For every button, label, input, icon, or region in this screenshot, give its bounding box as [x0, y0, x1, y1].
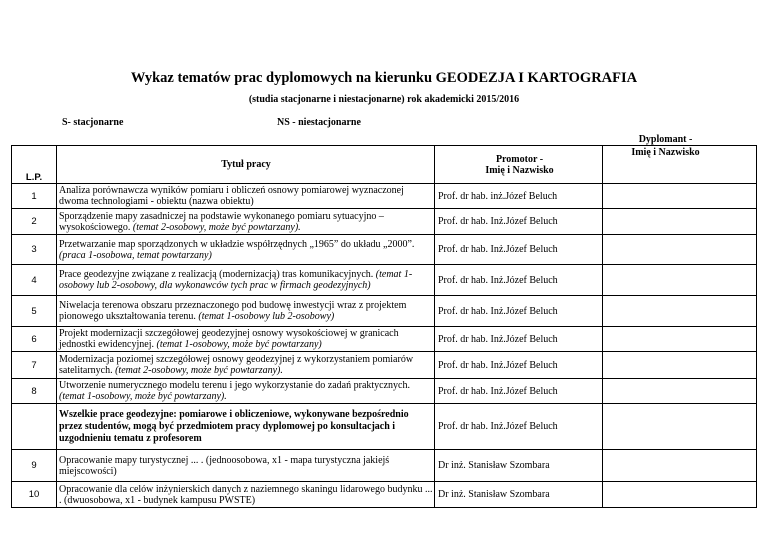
row-topic-text: Niwelacja terenowa obszaru przeznaczonego pod budowę inwestycji wraz z projektem pionowego ukształtowania terenu. — [59, 300, 407, 322]
row-topic-text: Utworzenie numerycznego modelu terenu i jego wykorzystanie do zadań praktycznych. — [59, 380, 410, 391]
document-subtitle: (studia stacjonarne i niestacjonarne) rok akademicki 2015/2016 — [248, 94, 520, 105]
row-topic-note: (temat 1-osobowy lub 2-osobowy) — [198, 311, 335, 322]
row-topic-note: (temat 1-osobowy, może być powtarzany). — [59, 391, 227, 402]
row-topic — [57, 404, 435, 450]
row-topic — [57, 209, 435, 235]
row-topic-note: (temat 1-osobowy lub 2-osobowy, dla wykonawców tych prac w firmach geodezyjnych) — [59, 269, 413, 291]
row-diplomant — [603, 209, 757, 235]
row-lp: 7 — [12, 352, 57, 379]
row-topic — [57, 352, 435, 379]
row-diplomant — [603, 482, 757, 508]
row-diplomant — [603, 352, 757, 379]
table-row — [12, 209, 757, 235]
row-topic-note: (temat 2-osobowy, może być powtarzany). — [132, 221, 301, 233]
header-promotor-line1: Promotor - — [495, 153, 544, 165]
row-topic-text: Analiza porównawcza wyników pomiaru i obliczeń osnowy pomiarowej wyznaczonej dwoma technologiami - obiektu (nazwa obiektu) — [59, 185, 404, 207]
row-topic — [57, 327, 435, 352]
table-row — [12, 482, 757, 508]
row-lp: 9 — [12, 450, 57, 482]
row-diplomant — [603, 450, 757, 482]
table-row — [12, 184, 757, 209]
row-topic — [57, 235, 435, 265]
row-topic-text: Wszelkie prace geodezyjne: pomiarowe i obliczeniowe, wykonywane bezpośrednio przez studentów, mogą być przedmiotem pracy dyplomowej po konsultacjach i uzgodnieniu tematu z profesorem — [59, 408, 409, 444]
row-promotor: Prof. dr hab. Inż.Józef Beluch — [435, 379, 603, 404]
row-topic — [57, 296, 435, 327]
legend-non-stationary: NS - niestacjonarne — [277, 117, 361, 128]
row-promotor: Prof. dr hab. Inż.Józef Beluch — [435, 265, 603, 296]
row-promotor: Dr inż. Stanisław Szombara — [435, 482, 603, 508]
header-lp: L.P. — [12, 146, 57, 184]
row-lp: 2 — [12, 209, 57, 235]
diplomant-header-line1: Dyplomant - — [638, 134, 693, 145]
row-topic-text: Sporządzenie mapy zasadniczej na podstawie wykonanego pomiaru sytuacyjno – wysokościowego. — [59, 210, 384, 233]
row-topic-text: Przetwarzanie map sporządzonych w układzie współrzędnych „1965” do układu „2000”. — [59, 238, 415, 250]
row-promotor: Prof. dr hab. Inż.Józef Beluch — [435, 352, 603, 379]
row-topic — [57, 184, 435, 209]
row-lp — [12, 404, 57, 450]
row-lp: 8 — [12, 379, 57, 404]
row-lp: 10 — [12, 482, 57, 508]
row-promotor: Prof. dr hab. Inż.Józef Beluch — [435, 404, 603, 450]
header-promotor — [435, 146, 603, 184]
table-row — [12, 352, 757, 379]
row-topic — [57, 265, 435, 296]
row-topic-note: (praca 1-osobowa, temat powtarzany) — [59, 249, 212, 261]
diplomant-header-line2: Imię i Nazwisko — [631, 147, 700, 158]
row-diplomant — [603, 379, 757, 404]
table-row — [12, 296, 757, 327]
row-promotor: Prof. dr hab. Inż.Józef Beluch — [435, 296, 603, 327]
row-topic-text: Projekt modernizacji szczegółowej geodezyjnej osnowy wysokościowej w granicach jednostki ewidencyjnej. — [59, 328, 399, 350]
row-topic — [57, 379, 435, 404]
row-topic — [57, 482, 435, 508]
row-topic — [57, 450, 435, 482]
row-lp: 5 — [12, 296, 57, 327]
diplomant-header-label — [590, 133, 741, 159]
row-lp: 3 — [12, 235, 57, 265]
row-diplomant — [603, 265, 757, 296]
table-row — [12, 235, 757, 265]
row-lp: 4 — [12, 265, 57, 296]
row-promotor: Prof. dr hab. Inż.Józef Beluch — [435, 327, 603, 352]
topics-table — [11, 145, 757, 508]
row-diplomant — [603, 296, 757, 327]
row-diplomant — [603, 235, 757, 265]
row-promotor: Prof. dr hab. inż.Józef Beluch — [435, 184, 603, 209]
header-promotor-line2: Imię i Nazwisko — [485, 164, 554, 176]
table-row — [12, 379, 757, 404]
row-promotor: Prof. dr hab. Inż.Józef Beluch — [435, 235, 603, 265]
legend-stationary: S- stacjonarne — [62, 117, 124, 128]
row-topic-text: Opracowanie dla celów inżynierskich danych z naziemnego skaningu lidarowego budynku ... . (dwuosobowa, x1 - budynek kampusu PWSTE) — [59, 483, 433, 506]
table-row — [12, 404, 757, 450]
document-title: Wykaz tematów prac dyplomowych na kierunku GEODEZJA I KARTOGRAFIA — [130, 70, 638, 86]
row-topic-text: Prace geodezyjne związane z realizacją (modernizacją) tras komunikacyjnych. — [59, 269, 374, 280]
header-topic: Tytuł pracy — [57, 146, 435, 184]
table-row — [12, 265, 757, 296]
row-topic-text: Opracowanie mapy turystycznej ... . (jednoosobowa, x1 - mapa turystyczna jakiejś miejscowości) — [59, 454, 390, 477]
row-promotor: Dr inż. Stanisław Szombara — [435, 450, 603, 482]
row-promotor: Prof. dr hab. Inż.Józef Beluch — [435, 209, 603, 235]
table-row — [12, 450, 757, 482]
table-row — [12, 327, 757, 352]
row-diplomant — [603, 404, 757, 450]
row-diplomant — [603, 327, 757, 352]
row-topic-note: (temat 1-osobowy, może być powtarzany) — [156, 339, 322, 350]
row-lp: 6 — [12, 327, 57, 352]
row-lp: 1 — [12, 184, 57, 209]
row-topic-text: Modernizacja poziomej szczegółowej osnowy geodezyjnej z wykorzystaniem pomiarów satelitarnych. — [59, 354, 414, 376]
row-diplomant — [603, 184, 757, 209]
row-topic-note: (temat 2-osobowy, może być powtarzany). — [115, 365, 283, 376]
